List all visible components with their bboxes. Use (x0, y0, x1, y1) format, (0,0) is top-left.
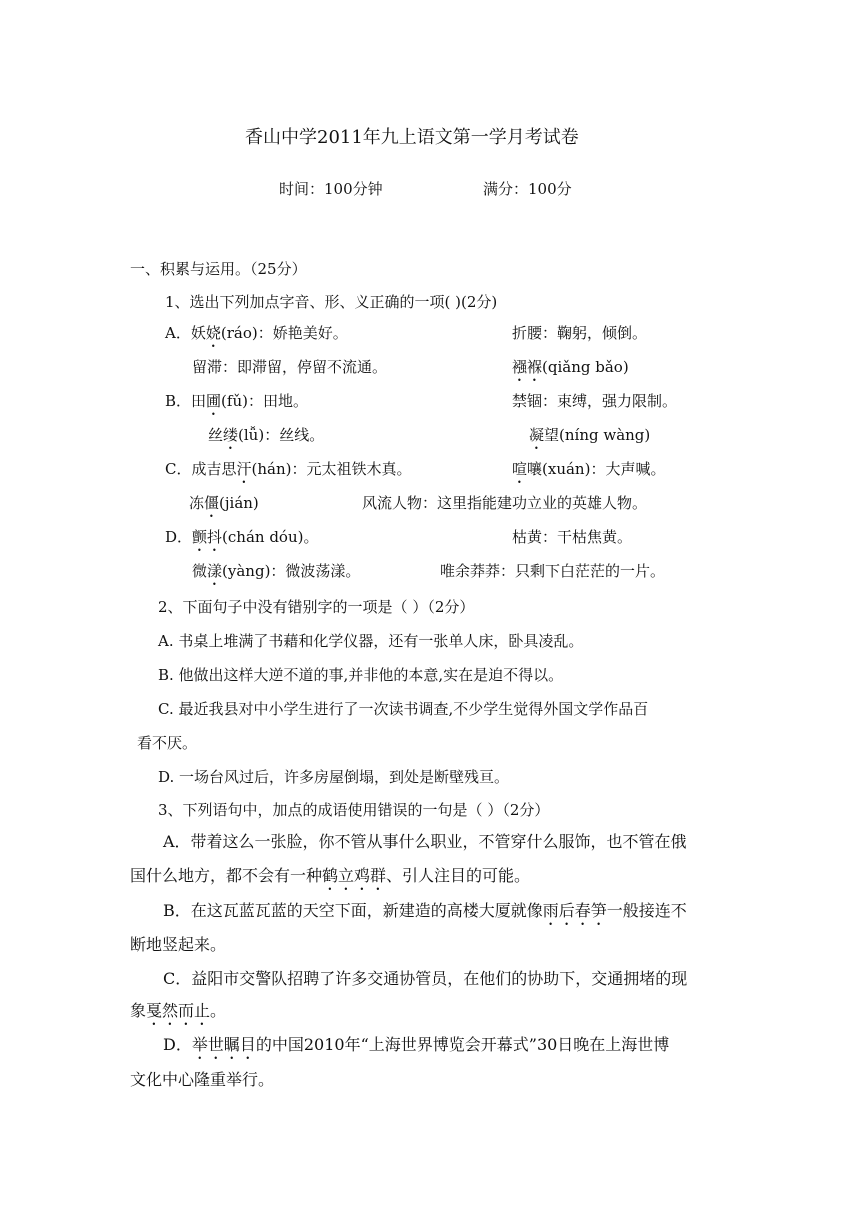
q3-option-d-1: D．举世瞩目的中国2010年“上海世界博览会开幕式”30日晚在上海世博 (163, 1035, 670, 1054)
q2-option-d: D. 一场台风过后，许多房屋倒塌，到处是断壁残亘。 (158, 768, 510, 786)
q1-option-a-1: A．妖娆(ráo)：娇艳美好。 (165, 324, 348, 342)
q1-stem: 1、选出下列加点字音、形、义正确的一项( )(2分) (165, 293, 498, 311)
page-title: 香山中学2011年九上语文第一学月考试卷 (245, 127, 579, 148)
q1-option-d-2: 枯黄：干枯焦黄。 (512, 528, 633, 546)
q2-option-c-1: C. 最近我县对中小学生进行了一次读书调查,不少学生觉得外国文学作品百 (158, 700, 649, 718)
q1-option-a-4: 襁褓(qiǎng bǎo) (512, 358, 629, 376)
q3-option-b-2: 断地竖起来。 (130, 935, 227, 954)
q1-option-b-1: B．田圃(fǔ)：田地。 (165, 392, 308, 410)
section-heading: 一、积累与运用。（25分） (130, 260, 307, 278)
q3-option-a-2: 国什么地方，都不会有一种鹤立鸡群、引人注目的可能。 (130, 866, 531, 885)
time-label: 时间：100分钟 (279, 180, 383, 198)
q1-option-c-4: 风流人物：这里指能建功立业的英雄人物。 (362, 494, 648, 512)
q1-option-d-4: 唯余莽莽：只剩下白茫茫的一片。 (440, 562, 666, 580)
q2-option-a: A. 书桌上堆满了书藉和化学仪器，还有一张单人床，卧具凌乱。 (158, 632, 584, 650)
q1-option-a-2: 折腰：鞠躬，倾倒。 (512, 324, 648, 342)
q1-option-d-3: 微漾(yàng)：微波荡漾。 (192, 562, 361, 580)
q2-stem: 2、下面句子中没有错别字的一项是（ ）（2分） (158, 598, 475, 616)
q1-option-a-3: 留滞：即滞留，停留不流通。 (192, 358, 388, 376)
q3-option-a-1: A．带着这么一张脸，你不管从事什么职业，不管穿什么服饰，也不管在俄 (163, 832, 687, 851)
q3-option-c-1: C．益阳市交警队招聘了许多交通协管员，在他们的协助下，交通拥堵的现 (163, 969, 688, 988)
q1-option-c-1: C．成吉思汗(hán)：元太祖铁木真。 (165, 460, 412, 478)
q3-option-d-2: 文化中心隆重举行。 (130, 1070, 275, 1089)
q3-stem: 3、下列语句中，加点的成语使用错误的一句是（ ）（2分） (158, 801, 550, 819)
score-label: 满分：100分 (483, 180, 572, 198)
q1-option-b-3: 丝缕(lǚ)：丝线。 (208, 426, 325, 444)
q1-option-c-2: 喧嚷(xuán)：大声喊。 (512, 460, 666, 478)
q3-option-c-2: 象戛然而止。 (130, 1001, 227, 1020)
q1-option-b-4: 凝望(níng wàng) (529, 426, 651, 444)
q1-option-b-2: 禁锢：束缚，强力限制。 (512, 392, 678, 410)
q1-option-c-3: 冻僵(jián) (189, 494, 259, 512)
q1-option-d-1: D．颤抖(chán dóu)。 (165, 528, 319, 546)
q2-option-b: B. 他做出这样大逆不道的事,并非他的本意,实在是迫不得以。 (158, 666, 564, 684)
q3-option-b-1: B．在这瓦蓝瓦蓝的天空下面，新建造的高楼大厦就像雨后春笋一般接连不 (163, 901, 687, 920)
q2-option-c-2: 看不厌。 (137, 734, 198, 752)
